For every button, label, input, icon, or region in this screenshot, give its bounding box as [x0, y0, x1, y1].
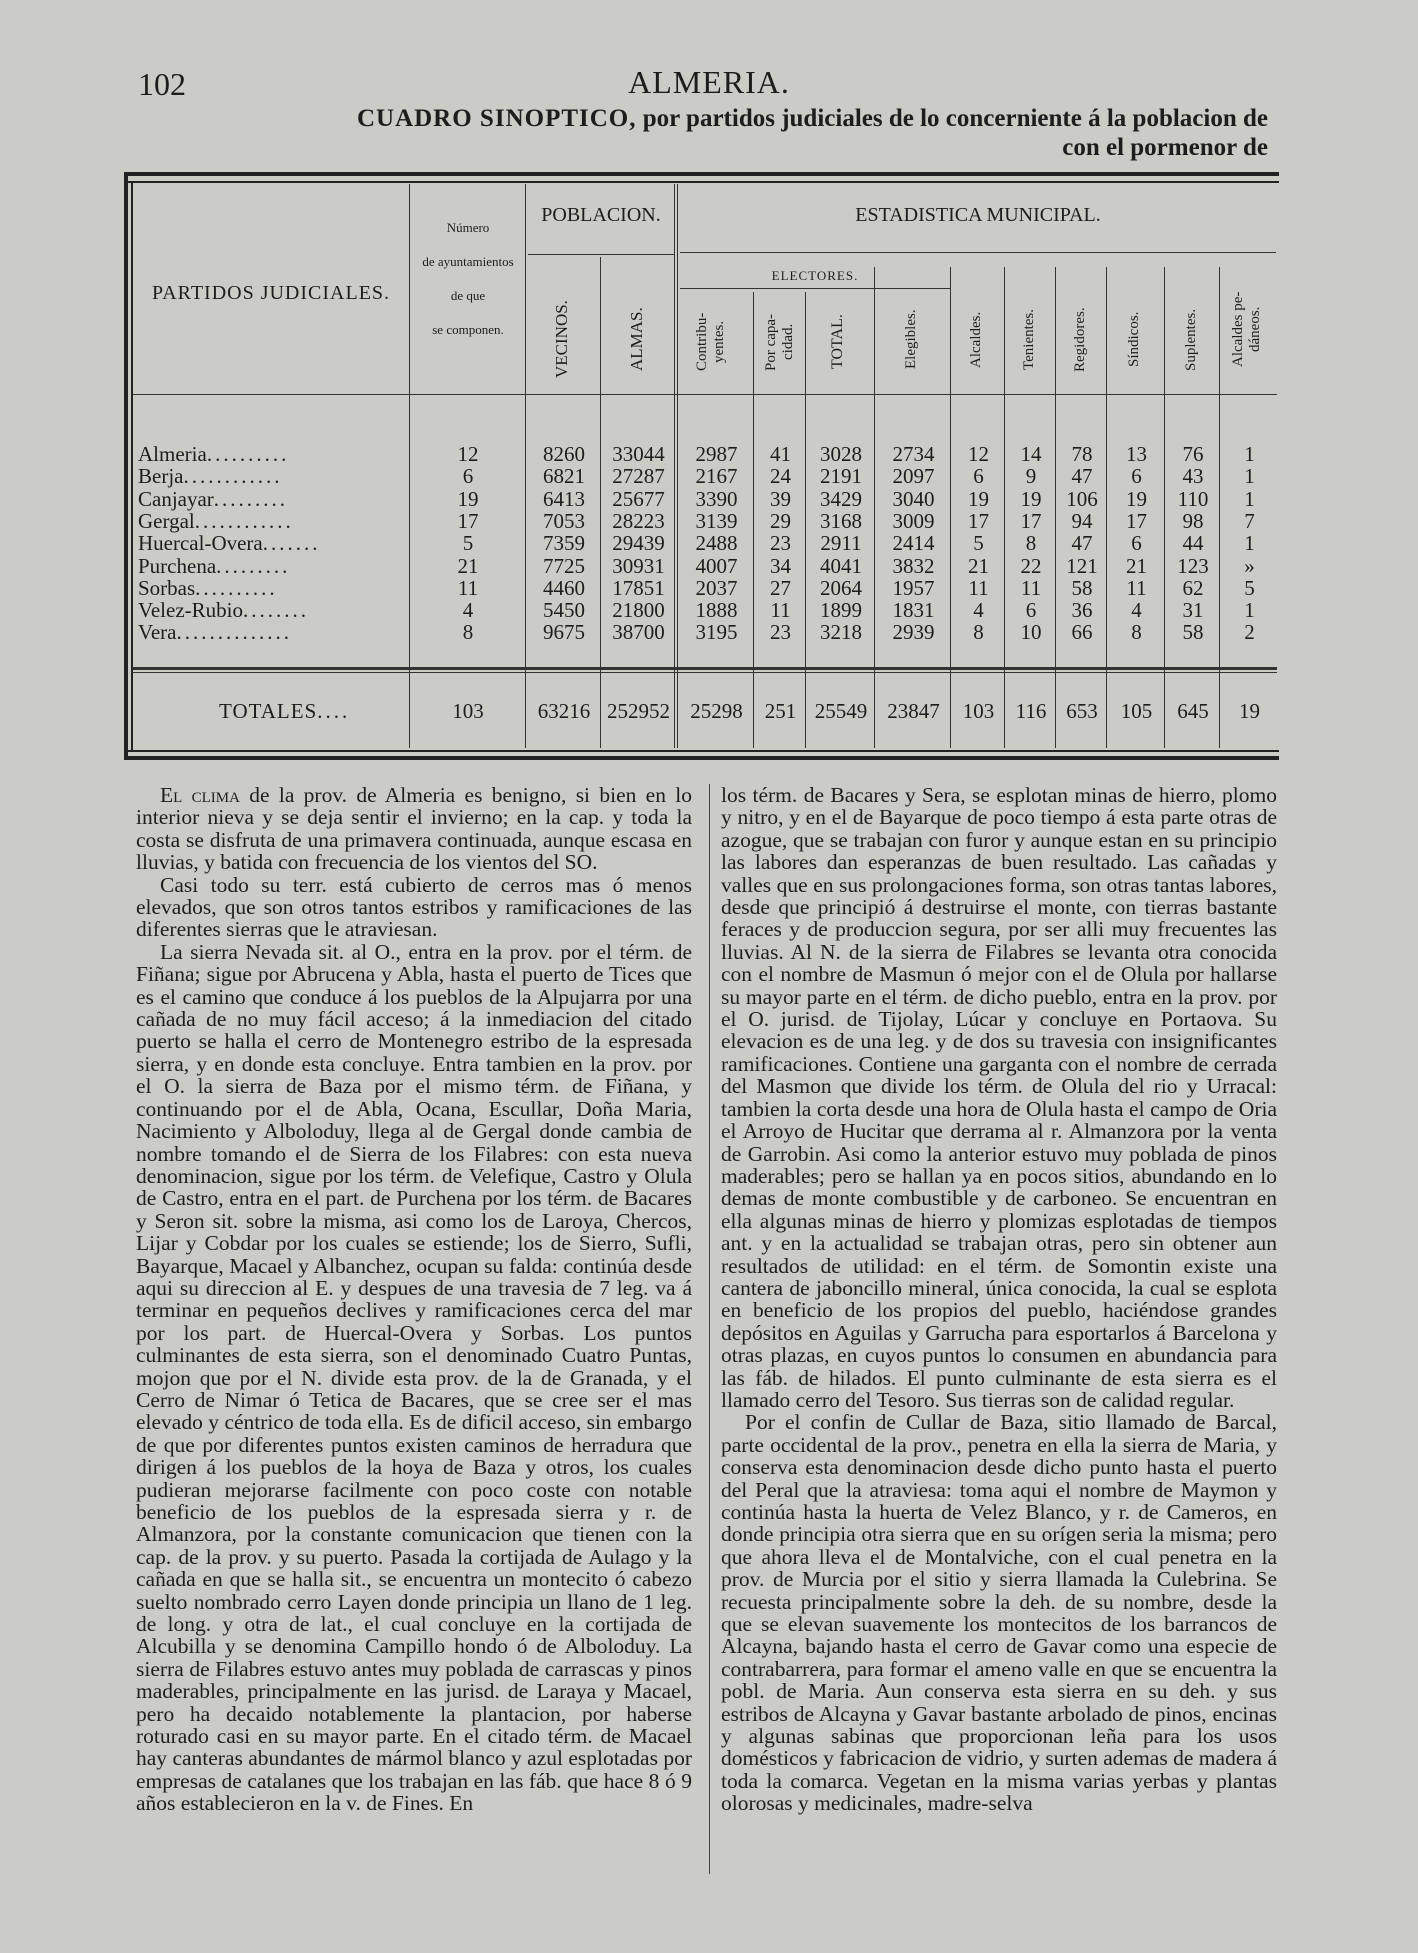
cell-alcaldes: 19 — [968, 486, 989, 511]
cell-tenientes: 116 — [1015, 699, 1047, 723]
cell-tenientes: 17 — [1020, 508, 1042, 533]
partido-name: Sorbas.......... — [138, 575, 278, 600]
header-contribuyentes: Contribu- yentes. — [694, 312, 727, 372]
cell-num: 12 — [457, 442, 479, 466]
cell-capac: 27 — [770, 575, 791, 600]
cell-sindicos: 4 — [1131, 598, 1142, 623]
cell-regidores: 121 — [1066, 553, 1098, 578]
cell-regidores: 47 — [1071, 464, 1093, 489]
header-tenientes: Tenientes. — [1021, 309, 1037, 371]
cell-pedaneos: 5 — [1244, 575, 1255, 600]
paragraph: La sierra Nevada sit. al O., entra en la prov. por el térm. de Fiñana; sigue por Abrucena y Abla, hasta el puerto de Tices que es el camino que conduce á los pueblos de la Alpujarra por una cañada de no muy fácil acceso; á la inmediacion del citado puerto se halla el cerro de Montenegro estribo de la espresada sierra, y en donde esta concluye. Entra tambien en la prov. por el O. la sierra de Baza por el mismo térm. de Fiñana, y continuando por el de Abla, Ocana, Escullar, Doña Maria, Nacimiento y Alboloduy, llega al de Gergal donde cambia de nombre tomando el de Sierra de los Filabres: con esta nueva denominacion, sigue por los térm. de Velefique, Castro y Olula de Castro, entra en el part. de Purchena por los térm. de Bacares y Seron sit. sobre la misma, asi como los de Laroya, Chercos, Lijar y Cobdar por los cuales se estiende; los de Sierro, Sufli, Bayarque, Macael y Albanchez, ocupan su falda: continúa desde aqui su direccion al E. y despues de una travesia de 7 leg. va á terminar en pequeños declives y ramificaciones cerca del mar por los part. de Huercal-Overa y Sorbas. Los puntos culminantes de esta sierra, son el denominado Cuatro Puntas, mojon que por el N. divide esta prov. de la de Granada, y el Cerro de Nimar ó Tetica de Bacares, que se cree ser el mas elevado y céntrico de toda ella. Es de dificil acceso, sin embargo de que por diferentes puntos existen caminos de herradura que dirigen á los pueblos de la hoya de Baza y otros, los cuales pudieran mejorarse facilmente con poco coste con notable beneficio de los pueblos de la espresada sierra y r. de Almanzora, por la constante comunicacion que tienen con la cap. de la prov. y su puerto. Pasada la cortijada de Aulago y la cañada en que se halla sit., se encuentra un montecito ó cabezo suelto nombrado cerro Layen donde principia un llano de 1 leg. de long. y otra de lat., el cual concluye en la cortijada de Alcubilla y se denomina Campillo hondo ó de Alboloduy. La sierra de Filabres estuvo antes muy poblada de carrascas y pinos maderables, principalmente en las jurisd. de Laraya y Macael, pero ha decaido notablemente la plantacion, por haberse roturado casi en su mayor parte. En el citado térm. de Macael hay canteras abundantes de mármol blanco y azul esplotadas por empresas de catalanes que los trabajan en las fáb. que hace 8 ó 9 años establecieron en la v. de Fines. En — [136, 939, 692, 1816]
cell-alcaldes: 4 — [973, 598, 984, 623]
partido-name: Gergal............ — [138, 508, 294, 533]
cell-elegibles: 1957 — [892, 575, 935, 600]
cell-tenientes: 8 — [1025, 531, 1037, 556]
cell-total: 1899 — [820, 598, 862, 623]
cell-regidores: 58 — [1071, 575, 1093, 600]
cell-suplentes: 110 — [1177, 486, 1209, 511]
cell-total: 4041 — [820, 553, 862, 578]
paragraph: Casi todo su terr. está cubierto de cerros mas ó menos elevados, que son otros tantos estribos y ramificaciones de las diferentes sierras que le atraviesan. — [136, 872, 692, 942]
cell-suplentes: 123 — [1177, 553, 1209, 578]
text-column-right — [721, 784, 1277, 1815]
cell-suplentes: 62 — [1182, 575, 1204, 600]
cell-pedaneos: 1 — [1244, 486, 1255, 511]
cell-vecinos: 7725 — [543, 553, 585, 578]
table-row — [124, 509, 1279, 533]
partido-name: Almeria.......... — [138, 442, 290, 466]
cell-regidores: 36 — [1071, 598, 1093, 623]
cell-elegibles: 3832 — [892, 553, 935, 578]
cell-capac: 23 — [770, 620, 791, 645]
cell-suplentes: 58 — [1182, 620, 1204, 645]
table-row — [124, 598, 1279, 622]
partido-name: Purchena......... — [138, 553, 291, 578]
header-sindicos: Síndicos. — [1126, 311, 1142, 368]
cell-almas: 29439 — [612, 531, 665, 556]
totals-label: TOTALES.... — [219, 699, 351, 723]
cell-alcaldes: 6 — [973, 464, 984, 489]
caption-caps: CUADRO SINOPTICO, — [356, 105, 637, 132]
cell-elegibles: 1831 — [892, 598, 935, 623]
cell-vecinos: 4460 — [543, 575, 585, 600]
cell-tenientes: 10 — [1020, 620, 1042, 645]
cell-suplentes: 76 — [1182, 442, 1204, 466]
cell-total: 3168 — [820, 508, 862, 533]
cell-total: 2191 — [820, 464, 862, 489]
header-regidores: Regidores. — [1072, 307, 1088, 372]
cell-capac: 24 — [770, 464, 791, 489]
header-poblacion: POBLACION. — [541, 204, 661, 226]
header-suplentes: Suplentes. — [1183, 308, 1199, 371]
cell-sindicos: 13 — [1126, 442, 1147, 466]
cell-pedaneos: 1 — [1244, 442, 1255, 466]
header-almas: ALMAS. — [627, 307, 646, 372]
table-caption — [128, 104, 1268, 162]
cell-vecinos: 6821 — [543, 464, 585, 489]
cell-almas: 27287 — [612, 464, 665, 489]
cell-capac: 23 — [770, 531, 791, 556]
cell-sindicos: 6 — [1131, 531, 1142, 556]
cell-regidores: 106 — [1066, 486, 1098, 511]
header-estadistica: ESTADISTICA MUNICIPAL. — [855, 204, 1101, 226]
cell-almas: 252952 — [607, 699, 670, 723]
cell-alcaldes: 8 — [973, 620, 984, 645]
cell-vecinos: 6413 — [543, 486, 585, 511]
cell-contrib: 1888 — [695, 598, 738, 623]
synoptic-table — [124, 172, 1279, 760]
cell-alcaldes: 17 — [968, 508, 989, 533]
cell-total: 2911 — [820, 531, 862, 556]
header-electores: ELECTORES. — [771, 268, 859, 283]
caption-line1: por partidos judiciales de lo concerniente á la poblacion de — [642, 105, 1268, 132]
table-row — [124, 531, 1279, 555]
table-row — [124, 464, 1279, 488]
paragraph: los térm. de Bacares y Sera, se esplotan minas de hierro, plomo y nitro, y en el de Bayarque de poco tiempo á esta parte otras de azogue, que se trabajan con furor y aunque estan en su principio las labores dan esperanzas de buen resultado. Las cañadas y valles que en sus prolongaciones forma, son otras tantas labores, desde que principió á destruirse el monte, con tierras bastante feraces y de produccion segura, por ser alli muy frecuentes las lluvias. Al N. de la sierra de Filabres se levanta otra conocida con el nombre de Masmun ó mejor con el de Olula por hallarse su mayor parte en el térm. de dicho pueblo, entra en la prov. por el O. jurisd. de Tijolay, Lúcar y concluye en Portaova. Su elevacion es de una leg. y de dos su travesia con insignificantes ramificaciones. Contiene una garganta con el nombre de cerrada del Masmon que divide los térm. de Olula del rio y Urracal: tambien la corta desde una hora de Olula hasta el campo de Oria el Arroyo de Hucitar que derrama al r. Almanzora por la venta de Garrobin. Asi como la anterior estuvo muy poblada de pinos maderables; pero se hallan ya en pocos sitios, abundando en lo demas de monte combustible y de carboneo. Se encuentran en ella algunas minas de hierro y plomizas esplotadas de tiempos ant. y en la actualidad se trabajan otras, pero sin obtener aun resultados de utilidad: en el térm. de Somontin existe una cantera de jaboncillo mineral, única conocida, la cual se esplota en beneficio de los propios del pueblo, haciéndose grandes depósitos en Aguilas y Garrucha para esportarlos á Barcelona y otras plazas, en cuyos puntos lo consumen en abundancia para las fáb. de hilados. El punto culminante de esta sierra es el llamado cerro del Tesoro. Sus tierras son de calidad regular. — [721, 783, 1277, 1412]
cell-almas: 33044 — [612, 442, 665, 466]
caption-line2: con el pormenor de — [1062, 134, 1268, 161]
header-pedaneos: Alcaldes pe- dáneos. — [1230, 291, 1263, 368]
cell-total: 3429 — [820, 486, 862, 511]
cell-regidores: 653 — [1066, 699, 1098, 723]
cell-tenientes: 22 — [1020, 553, 1042, 578]
cell-suplentes: 43 — [1182, 464, 1204, 489]
cell-total: 3028 — [820, 442, 862, 466]
cell-capac: 251 — [764, 699, 797, 723]
cell-alcaldes: 21 — [968, 553, 989, 578]
cell-alcaldes: 103 — [962, 699, 995, 723]
cell-tenientes: 19 — [1020, 486, 1042, 511]
cell-elegibles: 3040 — [892, 486, 935, 511]
header-vecinos: VECINOS. — [552, 300, 571, 379]
cell-sindicos: 17 — [1126, 508, 1147, 533]
cell-almas: 25677 — [612, 486, 665, 511]
cell-almas: 28223 — [612, 508, 665, 533]
cell-regidores: 94 — [1071, 508, 1093, 533]
cell-sindicos: 8 — [1131, 620, 1142, 645]
cell-alcaldes: 12 — [968, 442, 989, 466]
cell-total: 3218 — [820, 620, 862, 645]
partido-name: Vera.............. — [138, 620, 292, 645]
header-total: TOTAL. — [829, 314, 846, 370]
cell-num: 103 — [452, 699, 484, 723]
cell-capac: 39 — [770, 486, 791, 511]
cell-vecinos: 63216 — [537, 699, 591, 723]
cell-sindicos: 105 — [1120, 699, 1153, 723]
page-number: 102 — [138, 66, 186, 102]
cell-pedaneos: 1 — [1244, 464, 1255, 489]
cell-num: 4 — [462, 598, 474, 623]
header-partidos: PARTIDOS JUDICIALES. — [151, 282, 391, 304]
partido-name: Berja............ — [138, 464, 283, 489]
cell-regidores: 66 — [1071, 620, 1093, 645]
cell-almas: 21800 — [612, 598, 665, 623]
cell-contrib: 3139 — [695, 508, 738, 533]
cell-elegibles: 23847 — [887, 699, 940, 723]
cell-total: 25549 — [814, 699, 868, 723]
cell-vecinos: 7359 — [543, 531, 585, 556]
cell-contrib: 2987 — [695, 442, 738, 466]
paragraph: El clima de la prov. de Almeria es benigno, si bien en lo interior nieva y se deja sentir el invierno; en la cap. y toda la costa se disfruta de una primavera continuada, aunque escasa en lluvias, y batida con frecuencia de los vientos del SO. — [136, 783, 692, 875]
cell-vecinos: 7053 — [543, 508, 585, 533]
cell-pedaneos: » — [1244, 553, 1255, 578]
paragraph: Por el confin de Cullar de Baza, sitio llamado de Barcal, parte occidental de la prov., penetra en ella la sierra de Maria, y conserva esta denominacion desde dicho punto hasta el puerto del Peral que la atraviesa: toma aqui el nombre de Maymon y continúa hasta la huerta de Velez Blanco, y r. de Cameros, en donde principia otra sierra que en su orígen seria la misma; pero que ahora lleva el de Montalviche, con el cual penetra en la prov. de Murcia por el sitio y sierra llamada la Culebrina. Se recuesta principalmente sobre la deh. de su nombre, desde la que se elevan suavemente los montecitos de los barrancos de Alcayna, bajando hasta el cerro de Gavar como una especie de contrabarrera, para formar el ameno valle en que se encuentra la pobl. de Maria. Aun conserva esta sierra en su deh. y sus estribos de Alcayna y Gavar bastante arbolado de pinos, encinas y algunas sabinas que proporcionan leña para los usos domésticos y fabricacion de vidrio, y surten ademas de madera á toda la comarca. Vegetan en la misma varias yerbas y plantas olorosas y medicinales, madre-selva — [721, 1410, 1277, 1816]
cell-vecinos: 8260 — [543, 442, 585, 466]
cell-suplentes: 31 — [1182, 598, 1204, 623]
cell-num: 11 — [457, 575, 479, 600]
cell-elegibles: 3009 — [892, 508, 935, 533]
cell-num: 21 — [457, 553, 479, 578]
cell-contrib: 2167 — [695, 464, 738, 489]
cell-tenientes: 14 — [1020, 442, 1042, 466]
partido-name: Canjayar......... — [138, 486, 289, 511]
cell-pedaneos: 2 — [1244, 620, 1255, 645]
cell-capac: 34 — [770, 553, 791, 578]
cell-num: 6 — [462, 464, 474, 489]
cell-almas: 30931 — [612, 553, 665, 578]
header-numero: Número de ayuntamientos de que se componen. — [422, 220, 514, 337]
cell-suplentes: 44 — [1182, 531, 1204, 556]
table-row — [124, 442, 1279, 466]
table-row — [124, 487, 1279, 511]
cell-contrib: 25298 — [690, 699, 743, 723]
cell-capac: 41 — [770, 442, 791, 466]
cell-suplentes: 645 — [1177, 699, 1209, 723]
cell-contrib: 4007 — [695, 553, 738, 578]
cell-alcaldes: 5 — [973, 531, 984, 556]
cell-capac: 11 — [770, 598, 791, 623]
cell-pedaneos: 7 — [1244, 508, 1255, 533]
cell-elegibles: 2939 — [892, 620, 935, 645]
cell-tenientes: 11 — [1020, 575, 1042, 600]
partido-name: Huercal-Overa....... — [138, 531, 321, 556]
cell-regidores: 78 — [1071, 442, 1093, 466]
cell-vecinos: 5450 — [543, 598, 585, 623]
cell-total: 2064 — [820, 575, 862, 600]
header-alcaldes: Alcaldes. — [968, 311, 984, 368]
partido-name: Velez-Rubio........ — [138, 598, 309, 623]
table-row — [124, 620, 1279, 644]
cell-elegibles: 2097 — [892, 464, 935, 489]
cell-suplentes: 98 — [1182, 508, 1204, 533]
cell-sindicos: 11 — [1126, 575, 1147, 600]
cell-num: 5 — [462, 531, 474, 556]
cell-pedaneos: 19 — [1239, 699, 1260, 723]
header-elegibles: Elegibles. — [903, 309, 919, 370]
text-column-left — [136, 784, 692, 1815]
cell-capac: 29 — [770, 508, 791, 533]
cell-tenientes: 6 — [1025, 598, 1037, 623]
cell-almas: 38700 — [612, 620, 665, 645]
cell-sindicos: 19 — [1126, 486, 1147, 511]
cell-elegibles: 2414 — [892, 531, 935, 556]
cell-sindicos: 6 — [1131, 464, 1142, 489]
cell-contrib: 3195 — [695, 620, 738, 645]
cell-contrib: 2037 — [695, 575, 738, 600]
cell-pedaneos: 1 — [1244, 598, 1255, 623]
cell-alcaldes: 11 — [968, 575, 989, 600]
cell-tenientes: 9 — [1025, 464, 1037, 489]
cell-elegibles: 2734 — [892, 442, 935, 466]
table-row — [124, 576, 1279, 600]
page-title: ALMERIA. — [628, 64, 790, 100]
cell-regidores: 47 — [1071, 531, 1093, 556]
cell-num: 8 — [462, 620, 474, 645]
table-row — [124, 554, 1279, 578]
header-capacidad: Por capa- cidad. — [763, 313, 796, 371]
cell-pedaneos: 1 — [1244, 531, 1255, 556]
cell-contrib: 2488 — [695, 531, 738, 556]
cell-num: 17 — [457, 508, 479, 533]
cell-num: 19 — [457, 486, 479, 511]
totals-row — [124, 699, 1279, 723]
cell-sindicos: 21 — [1126, 553, 1147, 578]
cell-almas: 17851 — [612, 575, 665, 600]
cell-vecinos: 9675 — [543, 620, 585, 645]
cell-contrib: 3390 — [695, 486, 738, 511]
